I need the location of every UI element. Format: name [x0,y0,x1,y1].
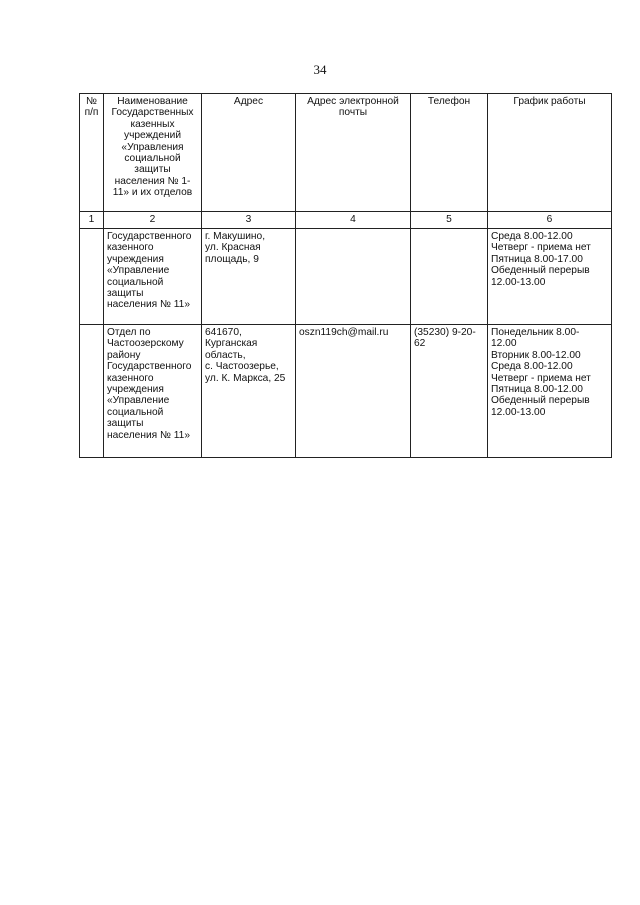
row-number [80,325,104,458]
column-number-row [80,212,612,229]
header-address: Адрес [202,94,296,212]
column-number: 2 [104,212,202,229]
row-number [80,229,104,325]
column-number: 6 [488,212,612,229]
institution-phone: (35230) 9-20- 62 [411,325,488,458]
institution-schedule: Понедельник 8.00- 12.00 Вторник 8.00-12.00 Среда 8.00-12.00 Четверг - приема нет Пятница 8.00-12.00 Обеденный перерыв 12.00-13.00 [488,325,612,458]
header-email: Адрес электронной почты [296,94,411,212]
header-number: № п/п [80,94,104,212]
institution-phone [411,229,488,325]
table-row [80,229,612,325]
table-header-row [80,94,612,212]
institution-address: г. Макушино, ул. Красная площадь, 9 [202,229,296,325]
institutions-table [79,93,612,458]
header-schedule: График работы [488,94,612,212]
header-phone: Телефон [411,94,488,212]
institution-schedule: Среда 8.00-12.00 Четверг - приема нет Пятница 8.00-17.00 Обеденный перерыв 12.00-13.00 [488,229,612,325]
table-row [80,325,612,458]
header-name: Наименование Государственных казенных учреждений «Управления социальной защиты населения № 1- 11» и их отделов [104,94,202,212]
column-number: 4 [296,212,411,229]
institution-email [296,229,411,325]
institution-email: oszn119ch@mail.ru [296,325,411,458]
column-number: 1 [80,212,104,229]
column-number: 3 [202,212,296,229]
institution-name: Отдел по Частоозерскому району Государственного казенного учреждения «Управление социальной защиты населения № 11» [104,325,202,458]
page-number: 34 [313,62,327,77]
institution-name: Государственного казенного учреждения «Управление социальной защиты населения № 11» [104,229,202,325]
institution-address: 641670, Курганская область, с. Частоозерье, ул. К. Маркса, 25 [202,325,296,458]
column-number: 5 [411,212,488,229]
